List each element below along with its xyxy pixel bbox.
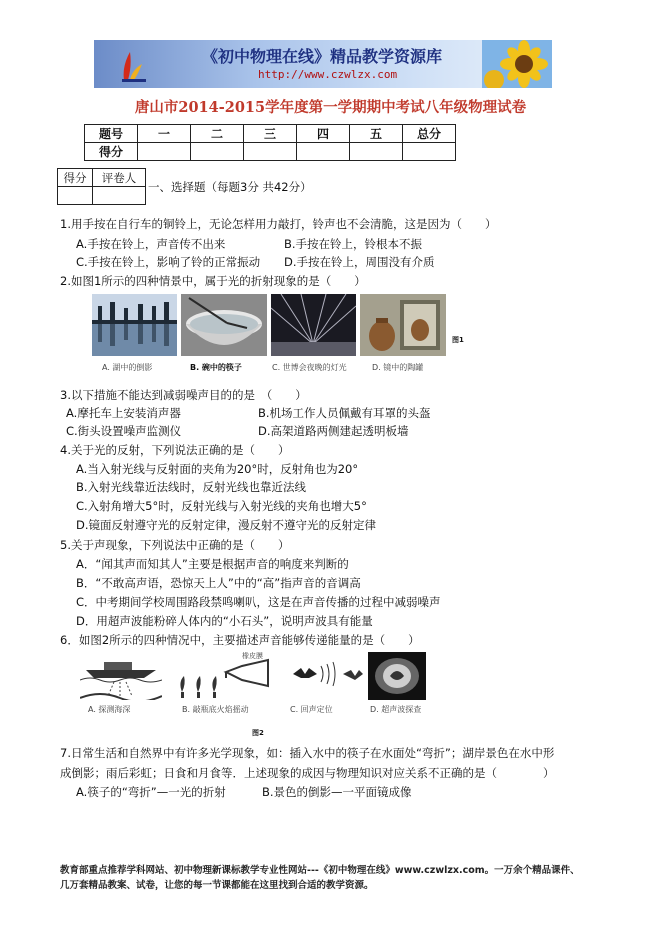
footer-line-2: 几万套精品教案、试卷，让您的每一节课都能在这里找到合适的教学资源。: [60, 880, 374, 891]
question-7-stem-line1: 7.日常生活和自然界中有许多光学现象，如：插入水中的筷子在水面处“弯折”；湖岸景色在水中形: [60, 746, 555, 760]
option-5b: B．“不敢高声语，恐惊天上人”中的“高”指声音的音调高: [76, 576, 361, 590]
question-1-stem: 1.用手按在自行车的铜铃上，无论怎样用力敲打，铃声也不会清脆，这是因为（ ）: [60, 217, 497, 231]
banner-title: 《初中物理在线》精品教学资源库: [202, 47, 443, 66]
figure-2a-caption: A. 探测海深: [88, 705, 131, 714]
score-row-label: 得分: [85, 143, 138, 161]
score-header: 四: [297, 125, 350, 143]
option-3b: B.机场工作人员佩戴有耳罩的头盔: [258, 406, 431, 420]
score-header: 二: [191, 125, 244, 143]
option-7a: A.筷子的“弯折”—一光的折射: [76, 785, 226, 799]
grader-cell: [93, 187, 146, 205]
figure-1d-caption: D. 镜中的陶罐: [372, 363, 424, 372]
question-6-stem: 6．如图2所示的四种情况中，主要描述声音能够传递能量的是（ ）: [60, 633, 420, 647]
question-3-stem: 3.以下措施不能达到减弱噪声目的的是 （ ）: [60, 388, 307, 402]
option-4b: B.入射光线靠近法线时，反射光线也靠近法线: [76, 480, 307, 494]
section-heading: 一、选择题（每题3分 共42分）: [148, 180, 312, 194]
grader-name-label: 评卷人: [93, 169, 146, 187]
figure-1-label: 图1: [452, 336, 464, 344]
figure-1c-expo-lights: [271, 294, 356, 356]
option-4d: D.镜面反射遵守光的反射定律，漫反射不遵守光的反射定律: [76, 518, 377, 532]
figure-1a-lake-reflection: [92, 294, 177, 356]
figure-2c-echolocation: [285, 652, 365, 700]
figure-1b-caption: B. 碗中的筷子: [190, 363, 242, 372]
option-5d: D．用超声波能粉碎人体内的“小石头”，说明声波具有能量: [76, 614, 373, 628]
score-cell: [403, 143, 456, 161]
option-4a: A.当入射光线与反射面的夹角为20°时，反射角也为20°: [76, 462, 359, 476]
grader-cell: [58, 187, 93, 205]
figure-1d-mirror-pot: [360, 294, 446, 356]
figure-1a-caption: A. 湖中的倒影: [102, 363, 153, 372]
figure-2c-caption: C. 回声定位: [290, 705, 333, 714]
option-1a: A.手按在铃上，声音传不出来: [76, 237, 226, 251]
question-4-stem: 4.关于光的反射，下列说法正确的是（ ）: [60, 443, 290, 457]
figure-2b-caption: B. 敲瓶底火焰摇动: [182, 705, 249, 714]
sunflower-icon: [482, 40, 552, 88]
figure-2d-caption: D. 超声波探查: [370, 705, 422, 714]
score-header: 题号: [85, 125, 138, 143]
figure-2-label: 图2: [252, 729, 264, 737]
score-header: 五: [350, 125, 403, 143]
score-table: [84, 124, 456, 161]
option-3d: D.高架道路两侧建起透明板墙: [258, 424, 409, 438]
option-1b: B.手按在铃上，铃根本不振: [284, 237, 423, 251]
figure-2d-ultrasound-scan: [368, 652, 426, 700]
exam-title: 唐山市2014-2015学年度第一学期期中考试八年级物理试卷: [134, 99, 527, 116]
score-header: 一: [138, 125, 191, 143]
question-2-stem: 2.如图1所示的四种情景中，属于光的折射现象的是（ ）: [60, 274, 366, 288]
page-footer: [60, 863, 620, 893]
score-header: 三: [244, 125, 297, 143]
option-1c: C.手按在铃上，影响了铃的正常振动: [76, 255, 261, 269]
figure-1c-caption: C. 世博会夜晚的灯光: [272, 363, 347, 372]
option-7b: B.景色的倒影—一平面镜成像: [262, 785, 412, 799]
score-header: 总分: [403, 125, 456, 143]
score-cell: [138, 143, 191, 161]
option-5a: A．“闻其声而知其人”主要是根据声音的响度来判断的: [76, 557, 349, 571]
header-banner: [94, 40, 552, 88]
footer-line-1: 教育部重点推荐学科网站、初中物理新课标教学专业性网站---《初中物理在线》www.czwlzx.com。一万余个精品课件、: [60, 865, 580, 876]
option-5c: C．中考期间学校周围路段禁鸣喇叭，这是在声音传播的过程中减弱噪声: [76, 595, 441, 609]
score-cell: [297, 143, 350, 161]
option-3c: C.街头设置噪声监测仪: [66, 424, 182, 438]
figure-1b-bowl-chopsticks: [181, 294, 267, 356]
question-7-stem-line2: 成倒影；雨后彩虹；日食和月食等．上述现象的成因与物理知识对应关系不正确的是（ ）: [60, 766, 555, 780]
option-3a: A.摩托车上安装消声器: [66, 406, 181, 420]
grader-table: [57, 168, 146, 205]
option-1d: D.手按在铃上，周围没有介质: [284, 255, 435, 269]
score-cell: [191, 143, 244, 161]
rubber-membrane-label: 橡皮膜: [242, 652, 263, 660]
figure-2a-ocean-sounding: [80, 652, 162, 700]
question-5-stem: 5.关于声现象，下列说法中正确的是（ ）: [60, 538, 290, 552]
banner-url: http://www.czwlzx.com: [258, 68, 398, 81]
score-cell: [244, 143, 297, 161]
option-4c: C.入射角增大5°时，反射光线与入射光线的夹角也增大5°: [76, 499, 367, 513]
grader-score-label: 得分: [58, 169, 93, 187]
logo-icon: [120, 46, 148, 82]
score-cell: [350, 143, 403, 161]
